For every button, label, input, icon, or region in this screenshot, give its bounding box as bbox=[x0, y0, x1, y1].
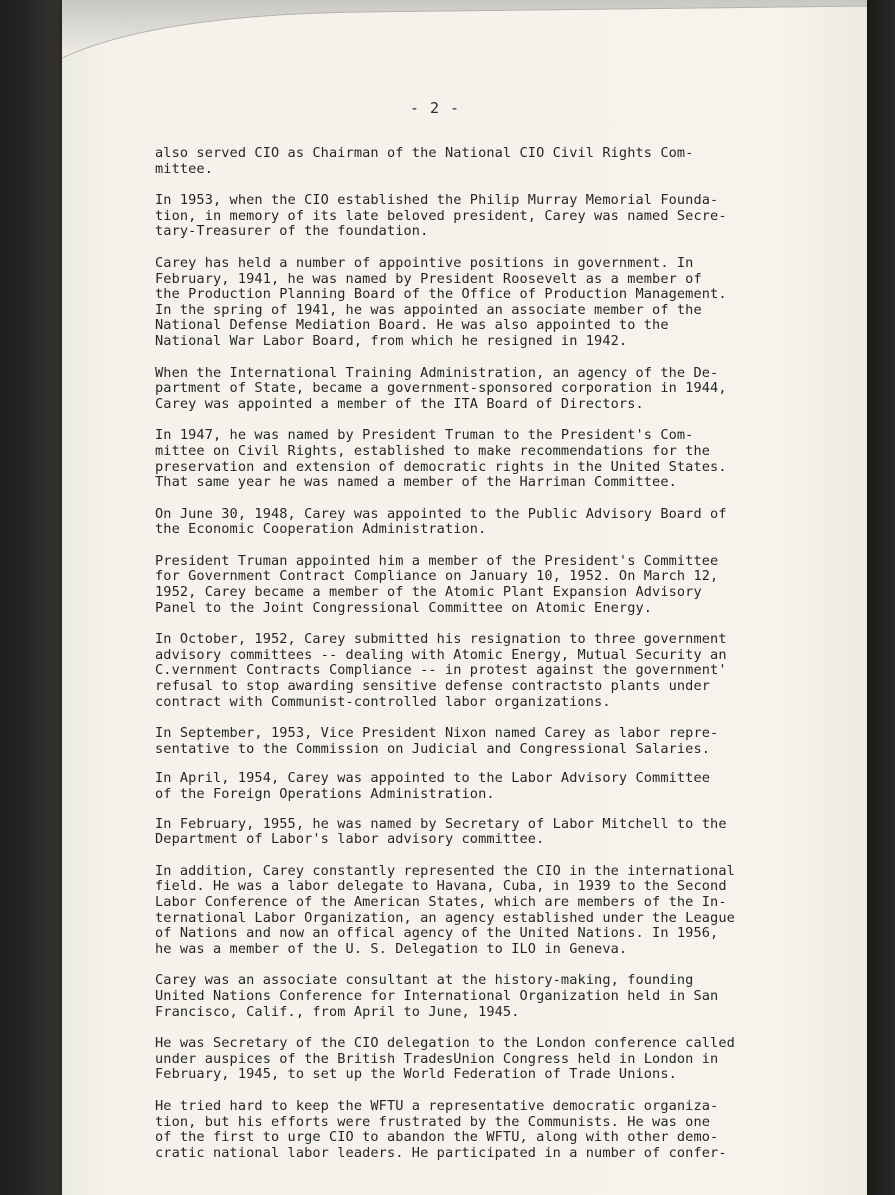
paragraph-economic-cooperation: On June 30, 1948, Carey was appointed to the Public Advisory Board of the Economic Cooperation Administration. bbox=[155, 505, 727, 538]
paragraph-wftu: He tried hard to keep the WFTU a representative democratic organiza- tion, but his efforts were frustrated by the Communists. He was one of the first to urge CIO to abandon the WFTU, along with other demo- cratic national labor leaders. He participated in a number of confer- bbox=[155, 1097, 727, 1161]
background-right bbox=[863, 0, 895, 1195]
paragraph-murray-foundation: In 1953, when the CIO established the Philip Murray Memorial Founda- tion, in memory of its late beloved president, Carey was named Secre- tary-Treasurer of the foundation. bbox=[155, 192, 727, 240]
page-curl bbox=[62, 0, 867, 60]
paragraph-contract-compliance: President Truman appointed him a member of the President's Committee for Government Contract Compliance on January 10, 1952. On March 12, 1952, Carey became a member of the Atomic Plant Expansion Advisory Panel to the Joint Congressional Committee on Atomic Energy. bbox=[155, 552, 719, 616]
page-number: - 2 - bbox=[409, 99, 461, 117]
paragraph-ita: When the International Training Administration, an agency of the De- partment of State, became a government-sponsored corporation in 1944, Carey was appointed a member of the ITA Board of Directors. bbox=[155, 364, 727, 412]
paragraph-labor-department: In February, 1955, he was named by Secretary of Labor Mitchell to the Department of Labor's labor advisory committee. bbox=[155, 815, 727, 848]
paragraph-cio-civil-rights: also served CIO as Chairman of the National CIO Civil Rights Com- mittee. bbox=[155, 145, 694, 177]
paragraph-international-field: In addition, Carey constantly represented the CIO in the international field. He was a labor delegate to Havana, Cuba, in 1939 to the Second Labor Conference of the American States, which are members of the In- ternational Labor Organization, an agency established under the League of Nations and now an offical agency of the United Nations. In 1956, he was a member of the U. S. Delegation to ILO in Geneva. bbox=[155, 862, 735, 957]
paragraph-un-conference: Carey was an associate consultant at the history-making, founding United Nations Conference for International Organization held in San Francisco, Calif., from April to June, 1945. bbox=[155, 972, 719, 1020]
paragraph-foreign-operations: In April, 1954, Carey was appointed to the Labor Advisory Committee of the Foreign Operations Administration. bbox=[155, 770, 711, 802]
paragraph-civil-rights-committee: In 1947, he was named by President Truman to the President's Com- mittee on Civil Rights, established to make recommendations for the preservation and extension of democratic rights in the United States. That same year he was named a member of the Harriman Committee. bbox=[155, 427, 727, 491]
paragraph-appointive-positions: Carey has held a number of appointive positions in government. In February, 1941, he was named by President Roosevelt as a member of the Production Planning Board of the Office of Production Management. In the spring of 1941, he was appointed an associate member of the National Defense Mediation Board. He was also appointed to the National War Labor Board, from which he resigned in 1942. bbox=[155, 254, 727, 349]
paragraph-nixon-commission: In September, 1953, Vice President Nixon named Carey as labor repre- sentative to the Commission on Judicial and Congressional Salaries. bbox=[155, 725, 719, 757]
document-body bbox=[155, 146, 805, 1177]
paragraph-london-conference: He was Secretary of the CIO delegation to the London conference called under auspices of the British TradesUnion Congress held in London in February, 1945, to set up the World Federation of Trade Unions. bbox=[155, 1035, 735, 1083]
paragraph-resignation: In October, 1952, Carey submitted his resignation to three government advisory committees -- dealing with Atomic Energy, Mutual Security an C.vernment Contracts Compliance -- in protest against the government' refusal to stop awarding sensitive defense contractsto plants under contract with Communist-controlled labor organizations. bbox=[155, 631, 727, 710]
